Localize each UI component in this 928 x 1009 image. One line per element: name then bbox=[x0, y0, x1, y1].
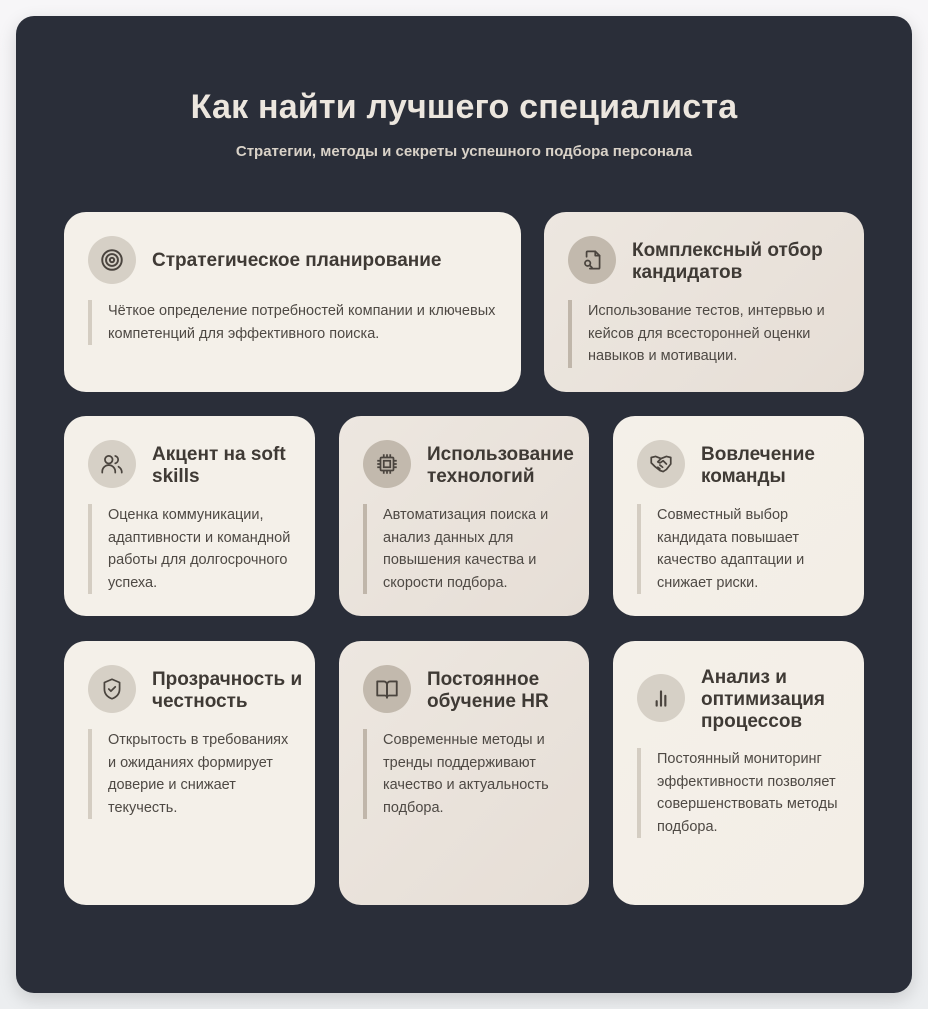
card-description: Совместный выбор кандидата повышает качество адаптации и снижает риски. bbox=[637, 504, 848, 594]
card-title: Вовлечение команды bbox=[701, 444, 815, 487]
target-icon bbox=[88, 236, 136, 284]
card-soft-skills bbox=[64, 416, 315, 616]
card-description: Открытость в требованиях и ожиданиях формирует доверие и снижает текучесть. bbox=[88, 729, 299, 819]
card-description: Использование тестов, интервью и кейсов для всесторонней оценки навыков и мотивации. bbox=[568, 300, 848, 368]
card-description: Чёткое определение потребностей компании и ключевых компетенций для эффективного поиска. bbox=[88, 300, 505, 345]
card-description: Постоянный мониторинг эффективности позволяет совершенствовать методы подбора. bbox=[637, 748, 848, 838]
users-icon bbox=[88, 440, 136, 488]
bar-chart-icon bbox=[637, 674, 685, 722]
card-description: Оценка коммуникации, адаптивности и командной работы для долгосрочного успеха. bbox=[88, 504, 299, 594]
card-description: Современные методы и тренды поддерживают качество и актуальность подбора. bbox=[363, 729, 573, 819]
open-book-icon bbox=[363, 665, 411, 713]
card-team-involvement bbox=[613, 416, 864, 616]
card-candidate-selection bbox=[544, 212, 864, 392]
card-title: Стратегическое планирование bbox=[152, 250, 442, 271]
handshake-icon bbox=[637, 440, 685, 488]
page-title: Как найти лучшего специалиста bbox=[190, 88, 738, 126]
cpu-chip-icon bbox=[363, 440, 411, 488]
shield-check-icon bbox=[88, 665, 136, 713]
card-technology bbox=[339, 416, 589, 616]
card-title: Постоянное обучение HR bbox=[427, 669, 549, 712]
card-title: Использование технологий bbox=[427, 444, 574, 487]
card-title: Комплексный отбор кандидатов bbox=[632, 240, 823, 283]
card-title: Прозрачность и честность bbox=[152, 669, 303, 712]
card-description: Автоматизация поиска и анализ данных для повышения качества и скорости подбора. bbox=[363, 504, 573, 594]
card-title: Акцент на soft skills bbox=[152, 444, 286, 487]
card-transparency bbox=[64, 641, 315, 905]
card-strategic-planning bbox=[64, 212, 521, 392]
page-subtitle: Стратегии, методы и секреты успешного подбора персонала bbox=[235, 143, 693, 160]
card-process-optimization bbox=[613, 641, 864, 905]
document-search-icon bbox=[568, 236, 616, 284]
card-title: Анализ и оптимизация процессов bbox=[701, 667, 826, 732]
card-hr-learning bbox=[339, 641, 589, 905]
